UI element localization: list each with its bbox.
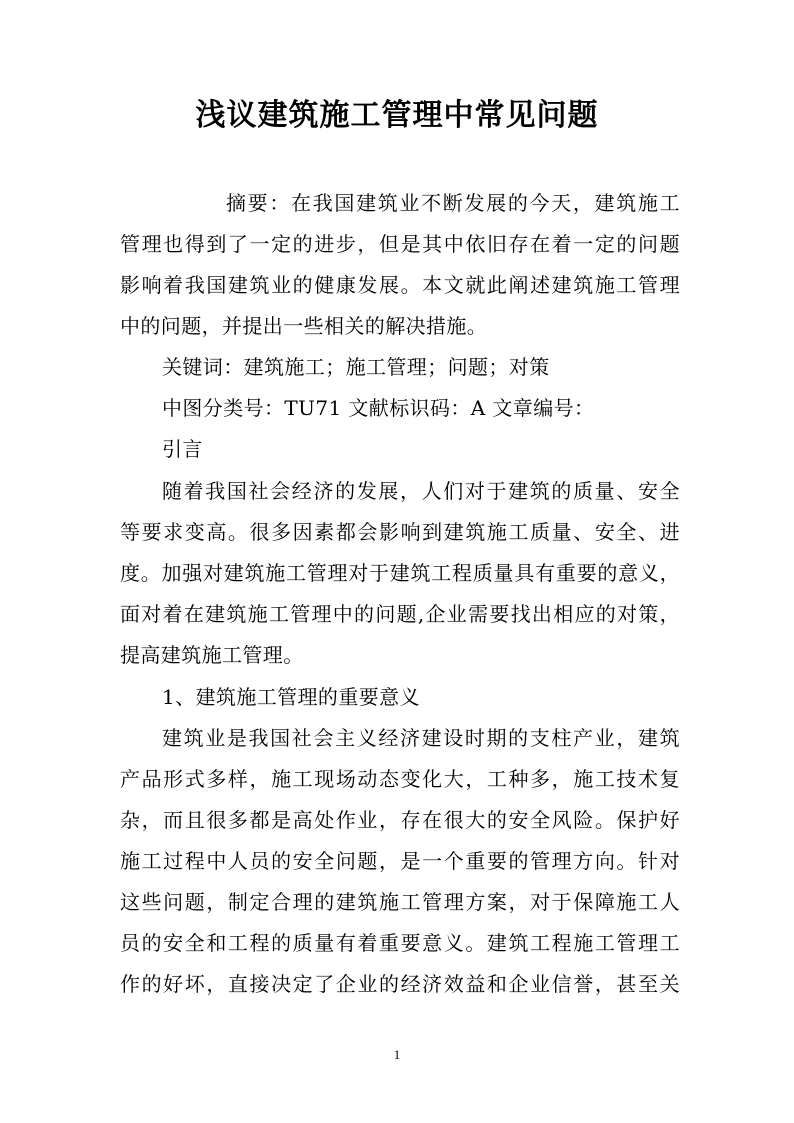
- page-number: 1: [393, 1047, 401, 1062]
- intro-heading: 引言: [162, 437, 203, 461]
- intro-paragraph-line: 提高建筑施工管理。: [120, 643, 304, 667]
- intro-paragraph-line: 度。加强对建筑施工管理对于建筑工程质量具有重要的意义，: [120, 561, 680, 585]
- abstract-line: 摘要：在我国建筑业不断发展的今天，建筑施工: [226, 191, 680, 215]
- section-heading: 1、建筑施工管理的重要意义: [162, 685, 420, 709]
- abstract-line: 中的问题，并提出一些相关的解决措施。: [120, 314, 488, 338]
- document-title: 浅议建筑施工管理中常见问题: [195, 98, 599, 133]
- classification-line: 中图分类号：TU71 文献标识码：A 文章编号：: [162, 396, 595, 420]
- intro-paragraph-line: 随着我国社会经济的发展，人们对于建筑的质量、安全: [162, 479, 680, 503]
- section-paragraph-line: 这些问题，制定合理的建筑施工管理方案，对于保障施工人: [120, 890, 680, 914]
- intro-paragraph-line: 等要求变高。很多因素都会影响到建筑施工质量、安全、进: [120, 520, 680, 544]
- abstract-line: 管理也得到了一定的进步，但是其中依旧存在着一定的问题: [120, 232, 680, 256]
- section-paragraph-line: 员的安全和工程的质量有着重要意义。建筑工程施工管理工: [120, 931, 680, 955]
- section-paragraph-line: 杂，而且很多都是高处作业，存在很大的安全风险。保护好: [120, 808, 680, 832]
- section-paragraph-line: 施工过程中人员的安全问题，是一个重要的管理方向。针对: [120, 849, 680, 873]
- intro-paragraph-line: 面对着在建筑施工管理中的问题,企业需要找出相应的对策，: [120, 602, 680, 626]
- keywords-line: 关键词：建筑施工；施工管理；问题；对策: [162, 355, 550, 379]
- section-paragraph-line: 作的好坏，直接决定了企业的经济效益和企业信誉，甚至关: [120, 972, 680, 996]
- section-paragraph-line: 建筑业是我国社会主义经济建设时期的支柱产业，建筑: [162, 726, 680, 750]
- abstract-line: 影响着我国建筑业的健康发展。本文就此阐述建筑施工管理: [120, 273, 680, 297]
- section-paragraph-line: 产品形式多样，施工现场动态变化大，工种多，施工技术复: [120, 767, 680, 791]
